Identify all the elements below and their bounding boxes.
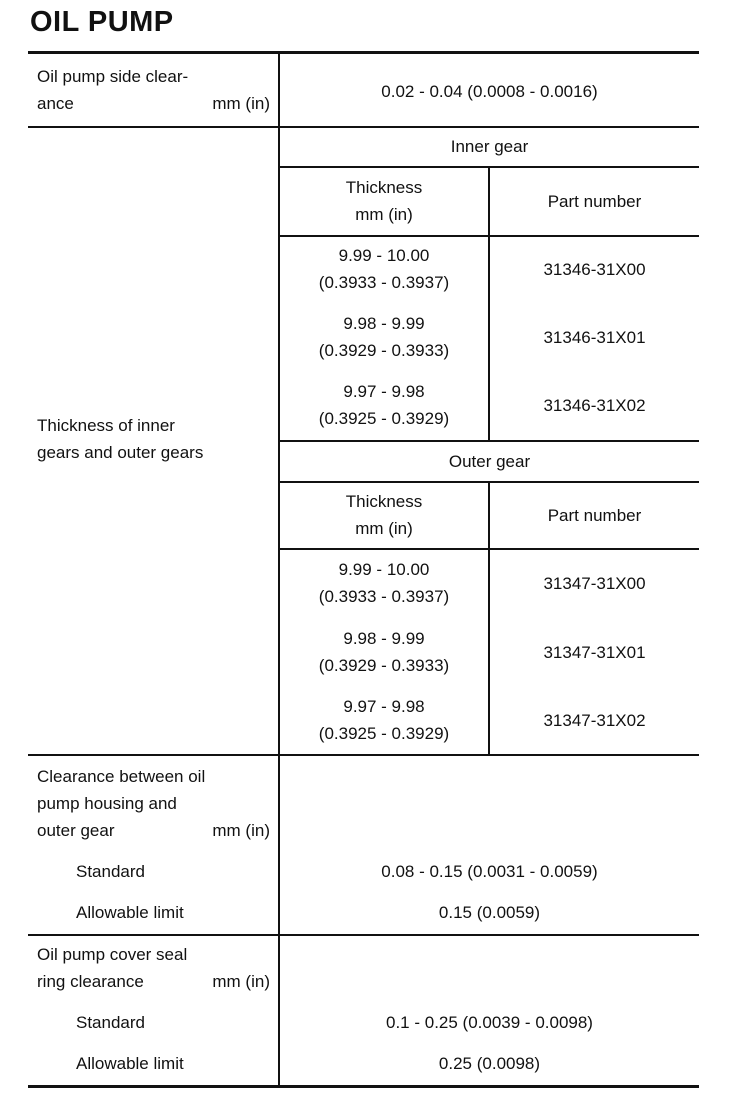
table-row-part: 31346-31X01 xyxy=(543,328,646,347)
seal-standard-value: 0.1 - 0.25 (0.0039 - 0.0098) xyxy=(386,1013,593,1032)
page-title: OIL PUMP xyxy=(30,6,174,38)
inner-thickness-header: Thickness mm (in) xyxy=(345,178,423,224)
table-row-part: 31347-31X01 xyxy=(543,643,646,662)
side-clearance-value: 0.02 - 0.04 (0.0008 - 0.0016) xyxy=(381,82,598,101)
table-row-part: 31347-31X00 xyxy=(543,574,646,593)
seal-standard-label: Standard xyxy=(76,1013,145,1032)
gears-label: Thickness of inner gears and outer gears xyxy=(37,416,204,462)
section-rule xyxy=(28,126,699,128)
housing-limit-label: Allowable limit xyxy=(76,903,184,922)
table-bottom-rule xyxy=(28,1085,699,1088)
inner-part-header: Part number xyxy=(547,192,642,211)
table-row-thickness: 9.97 - 9.98 (0.3925 - 0.3929) xyxy=(318,697,450,743)
table-row-part: 31346-31X02 xyxy=(543,396,646,415)
table-row-thickness: 9.97 - 9.98 (0.3925 - 0.3929) xyxy=(318,382,450,428)
table-row-part: 31346-31X00 xyxy=(543,260,646,279)
housing-clearance-label: Clearance between oil pump housing and outer gear mm (in) xyxy=(37,767,270,840)
table-top-rule xyxy=(28,51,699,54)
outer-part-header: Part number xyxy=(547,506,642,525)
inner-gear-header: Inner gear xyxy=(450,137,529,156)
side-clearance-label: Oil pump side clear- ance mm (in) xyxy=(37,67,270,113)
seal-limit-label: Allowable limit xyxy=(76,1054,184,1073)
section-rule xyxy=(28,754,699,756)
table-row-part: 31347-31X02 xyxy=(543,711,646,730)
housing-limit-value: 0.15 (0.0059) xyxy=(438,903,541,922)
table-row-thickness: 9.99 - 10.00 (0.3933 - 0.3937) xyxy=(318,246,450,292)
inner-bottom-rule xyxy=(280,440,699,442)
table-row-thickness: 9.98 - 9.99 (0.3929 - 0.3933) xyxy=(318,314,450,360)
table-row-thickness: 9.98 - 9.99 (0.3929 - 0.3933) xyxy=(318,629,450,675)
housing-standard-label: Standard xyxy=(76,862,145,881)
table-row-thickness: 9.99 - 10.00 (0.3933 - 0.3937) xyxy=(318,560,450,606)
seal-ring-label: Oil pump cover seal ring clearance mm (in) xyxy=(37,945,270,991)
outer-gear-header: Outer gear xyxy=(448,452,531,471)
seal-limit-value: 0.25 (0.0098) xyxy=(438,1054,541,1073)
housing-standard-value: 0.08 - 0.15 (0.0031 - 0.0059) xyxy=(381,862,598,881)
section-rule xyxy=(28,934,699,936)
outer-thickness-header: Thickness mm (in) xyxy=(345,492,423,538)
